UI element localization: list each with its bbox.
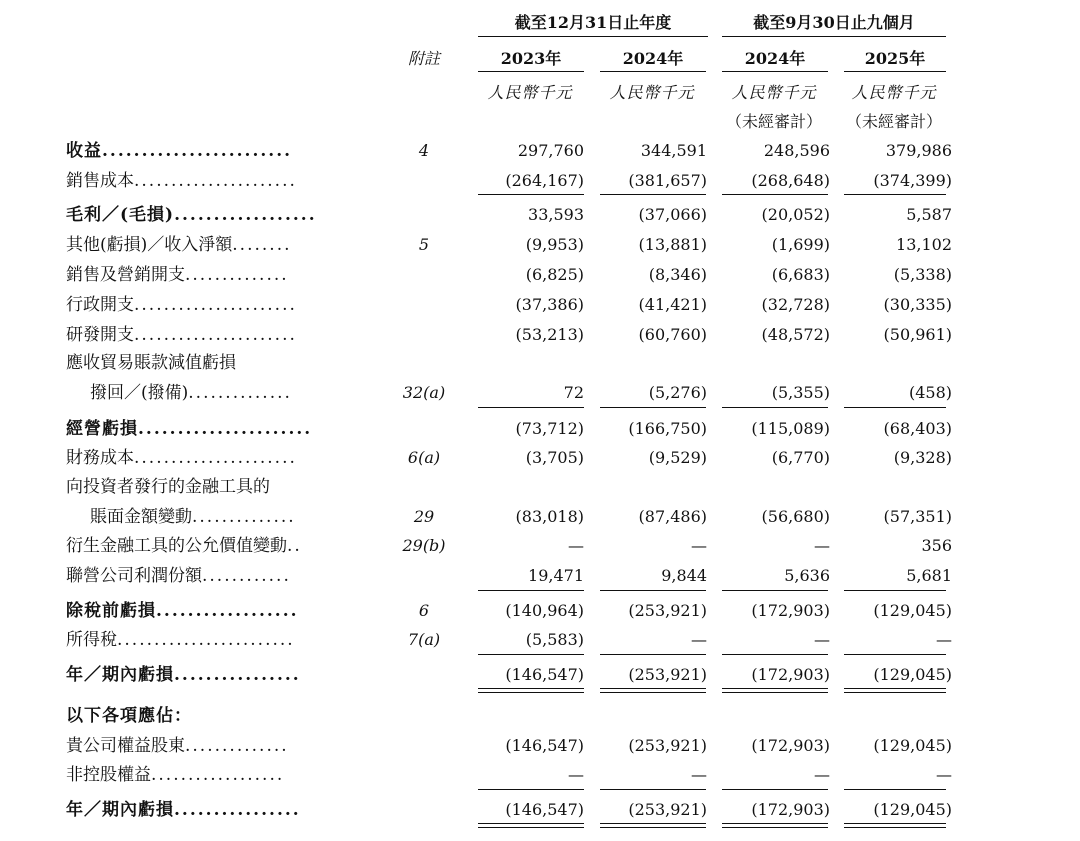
row-value-2024: (253,921): [628, 800, 707, 819]
subtotal-rule-0: [478, 407, 584, 408]
row-label: 除稅前虧損..................: [66, 601, 299, 621]
table-row: [0, 445, 1080, 471]
total-double-rule-2: [722, 688, 828, 693]
row-value-2024: (381,657): [628, 171, 707, 190]
row-value-2023: (37,386): [515, 295, 584, 314]
row-value-2024-9m: (48,572): [761, 325, 830, 344]
subtotal-rule-1: [600, 590, 706, 591]
table-row: [0, 474, 1080, 500]
row-value-2024: 344,591: [640, 141, 707, 160]
subtotal-rule-1: [600, 194, 706, 195]
row-value-2025-9m: (9,328): [893, 448, 952, 467]
subtotal-rule-2: [722, 654, 828, 655]
row-label: 應收貿易賬款減值虧損: [66, 353, 236, 373]
row-note: 7(a): [407, 630, 441, 649]
row-value-2024-9m: —: [814, 536, 830, 555]
table-row: [0, 350, 1080, 376]
row-value-2023: (83,018): [515, 507, 584, 526]
header-unaudited-2025: （未經審計）: [845, 112, 942, 131]
subtotal-rule-0: [478, 789, 584, 790]
row-label: 經營虧損......................: [66, 419, 313, 439]
table-row: [0, 662, 1080, 688]
row-value-2024-9m: (5,355): [771, 383, 830, 402]
row-label: 收益........................: [66, 141, 293, 161]
table-row: [0, 504, 1080, 530]
row-value-2024-9m: —: [814, 765, 830, 784]
row-value-2025-9m: (129,045): [873, 736, 952, 755]
row-note: 32(a): [402, 383, 446, 402]
table-row: [0, 322, 1080, 348]
subtotal-rule-3: [844, 654, 946, 655]
row-value-2024-9m: (32,728): [761, 295, 830, 314]
row-label: 年／期內虧損................: [66, 800, 301, 820]
row-value-2025-9m: 5,681: [906, 566, 952, 585]
row-value-2024: (166,750): [628, 419, 707, 438]
header-unit-0: 人民幣千元: [487, 83, 573, 102]
row-value-2023: 72: [563, 383, 584, 402]
row-label: 非控股權益..................: [66, 765, 285, 785]
row-label: 衍生金融工具的公允價值變動..: [66, 536, 302, 556]
row-value-2023: (6,825): [525, 265, 584, 284]
row-value-2024: —: [691, 630, 707, 649]
row-value-2023: —: [568, 536, 584, 555]
row-value-2024-9m: (56,680): [761, 507, 830, 526]
row-value-2025-9m: (129,045): [873, 665, 952, 684]
row-value-2024-9m: (172,903): [751, 800, 830, 819]
row-value-2023: 19,471: [528, 566, 584, 585]
header-year-rule-0: [478, 71, 584, 72]
table-row: [0, 292, 1080, 318]
table-row: [0, 703, 1080, 729]
row-note: 29: [413, 507, 435, 526]
row-note: 29(b): [402, 536, 446, 555]
row-value-2024: —: [691, 765, 707, 784]
header-year-2024-full: 2024年: [622, 49, 684, 68]
row-value-2023: (146,547): [505, 736, 584, 755]
table-row: [0, 262, 1080, 288]
header-group-year-end: 截至12月31日止年度: [514, 13, 672, 32]
total-double-rule-3: [844, 823, 946, 828]
subtotal-rule-2: [722, 590, 828, 591]
row-label: 貴公司權益股東..............: [66, 736, 289, 756]
row-value-2025-9m: —: [936, 765, 952, 784]
row-label: 研發開支......................: [66, 325, 297, 345]
row-value-2025-9m: (30,335): [883, 295, 952, 314]
row-value-2025-9m: (129,045): [873, 601, 952, 620]
row-value-2025-9m: 13,102: [896, 235, 952, 254]
table-row: [0, 762, 1080, 788]
row-value-2023: —: [568, 765, 584, 784]
row-value-2023: (264,167): [505, 171, 584, 190]
row-value-2025-9m: 379,986: [885, 141, 952, 160]
row-value-2024-9m: 248,596: [763, 141, 830, 160]
row-value-2024: (253,921): [628, 601, 707, 620]
table-row: [0, 533, 1080, 559]
row-label: 向投資者發行的金融工具的: [66, 477, 270, 497]
row-label: 銷售成本......................: [66, 171, 297, 191]
row-value-2025-9m: 356: [921, 536, 952, 555]
table-row: [0, 232, 1080, 258]
row-value-2023: 33,593: [528, 205, 584, 224]
row-value-2024: (37,066): [638, 205, 707, 224]
row-value-2025-9m: (458): [908, 383, 952, 402]
row-note: 6(a): [407, 448, 441, 467]
row-value-2024-9m: (268,648): [751, 171, 830, 190]
row-value-2025-9m: (129,045): [873, 800, 952, 819]
row-value-2024: (253,921): [628, 736, 707, 755]
row-value-2024-9m: (172,903): [751, 665, 830, 684]
header-unit-3: 人民幣千元: [851, 83, 937, 102]
row-value-2024: (87,486): [638, 507, 707, 526]
subtotal-rule-1: [600, 654, 706, 655]
row-value-2024: (9,529): [648, 448, 707, 467]
row-value-2023: (9,953): [525, 235, 584, 254]
table-row: [0, 416, 1080, 442]
row-label: 年／期內虧損................: [66, 665, 301, 685]
row-value-2024: 9,844: [661, 566, 707, 585]
row-label: 行政開支......................: [66, 295, 297, 315]
table-row: [0, 168, 1080, 194]
row-value-2024-9m: (6,770): [771, 448, 830, 467]
row-value-2025-9m: (57,351): [883, 507, 952, 526]
subtotal-rule-2: [722, 194, 828, 195]
table-row: [0, 202, 1080, 228]
total-double-rule-3: [844, 688, 946, 693]
subtotal-rule-0: [478, 590, 584, 591]
row-value-2025-9m: (68,403): [883, 419, 952, 438]
subtotal-rule-3: [844, 590, 946, 591]
row-value-2024-9m: (6,683): [771, 265, 830, 284]
subtotal-rule-1: [600, 407, 706, 408]
row-value-2024-9m: (1,699): [771, 235, 830, 254]
total-double-rule-2: [722, 823, 828, 828]
header-year-2023: 2023年: [500, 49, 562, 68]
header-year-rule-3: [844, 71, 946, 72]
subtotal-rule-0: [478, 194, 584, 195]
table-row: [0, 733, 1080, 759]
row-label: 毛利／(毛損)..................: [66, 205, 317, 225]
row-value-2024: —: [691, 536, 707, 555]
header-group-nine-months-rule: [722, 36, 946, 37]
row-value-2023: 297,760: [517, 141, 584, 160]
header-unit-2: 人民幣千元: [731, 83, 817, 102]
table-row: [0, 380, 1080, 406]
row-value-2024-9m: (172,903): [751, 601, 830, 620]
row-value-2025-9m: (50,961): [883, 325, 952, 344]
row-label: 財務成本......................: [66, 448, 297, 468]
header-unaudited-2024: （未經審計）: [725, 112, 822, 131]
header-unit-1: 人民幣千元: [609, 83, 695, 102]
table-row: [0, 797, 1080, 823]
row-label: 撥回／(撥備)..............: [90, 383, 292, 403]
table-row: [0, 598, 1080, 624]
row-value-2023: (53,213): [515, 325, 584, 344]
row-label: 所得稅........................: [66, 630, 295, 650]
row-label: 賬面金額變動..............: [90, 507, 296, 527]
table-row: [0, 138, 1080, 164]
row-value-2024: (60,760): [638, 325, 707, 344]
row-value-2023: (5,583): [525, 630, 584, 649]
header-year-rule-1: [600, 71, 706, 72]
total-double-rule-0: [478, 688, 584, 693]
subtotal-rule-2: [722, 407, 828, 408]
subtotal-rule-1: [600, 789, 706, 790]
row-value-2024-9m: (20,052): [761, 205, 830, 224]
total-double-rule-0: [478, 823, 584, 828]
row-label: 以下各項應佔：: [66, 706, 192, 726]
header-note-label: 附註: [407, 49, 440, 68]
total-double-rule-1: [600, 823, 706, 828]
row-value-2024: (253,921): [628, 665, 707, 684]
row-value-2023: (3,705): [525, 448, 584, 467]
header-year-2025-9m: 2025年: [864, 49, 926, 68]
row-label: 銷售及營銷開支..............: [66, 265, 289, 285]
row-note: 5: [418, 235, 430, 254]
row-value-2024: (5,276): [648, 383, 707, 402]
header-year-2024-9m: 2024年: [744, 49, 806, 68]
subtotal-rule-0: [478, 654, 584, 655]
subtotal-rule-3: [844, 194, 946, 195]
row-value-2025-9m: (5,338): [893, 265, 952, 284]
row-value-2024: (41,421): [638, 295, 707, 314]
row-value-2024-9m: 5,636: [784, 566, 830, 585]
row-value-2023: (140,964): [505, 601, 584, 620]
row-label: 聯營公司利潤份額............: [66, 566, 291, 586]
header-group-year-end-rule: [478, 36, 708, 37]
row-label: 其他(虧損)／收入淨額........: [66, 235, 292, 255]
row-value-2024-9m: (172,903): [751, 736, 830, 755]
row-value-2024: (13,881): [638, 235, 707, 254]
table-row: [0, 563, 1080, 589]
row-value-2025-9m: (374,399): [873, 171, 952, 190]
row-note: 4: [418, 141, 430, 160]
subtotal-rule-3: [844, 789, 946, 790]
subtotal-rule-3: [844, 407, 946, 408]
row-value-2024-9m: (115,089): [751, 419, 830, 438]
row-value-2023: (146,547): [505, 665, 584, 684]
header-group-nine-months: 截至9月30日止九個月: [753, 13, 915, 32]
row-value-2025-9m: —: [936, 630, 952, 649]
row-value-2025-9m: 5,587: [906, 205, 952, 224]
table-row: [0, 627, 1080, 653]
header-year-rule-2: [722, 71, 828, 72]
row-value-2023: (146,547): [505, 800, 584, 819]
subtotal-rule-2: [722, 789, 828, 790]
total-double-rule-1: [600, 688, 706, 693]
row-note: 6: [418, 601, 430, 620]
row-value-2024: (8,346): [648, 265, 707, 284]
row-value-2024-9m: —: [814, 630, 830, 649]
row-value-2023: (73,712): [515, 419, 584, 438]
